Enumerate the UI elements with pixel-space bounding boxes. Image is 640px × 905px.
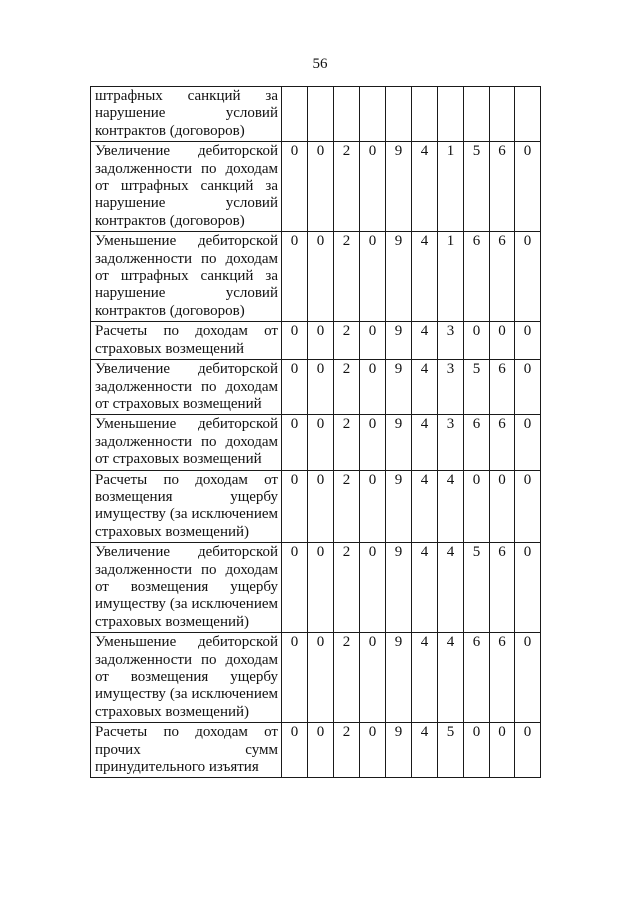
code-digit-cell [490, 87, 515, 142]
row-label: Увеличение дебиторской задолженности по доходам от страховых возмещений [91, 360, 282, 415]
page-number: 56 [312, 56, 328, 72]
code-digit-cell: 6 [490, 543, 515, 633]
code-digit-cell: 0 [282, 360, 308, 415]
code-digit-cell [282, 87, 308, 142]
code-digit-cell: 2 [334, 633, 360, 723]
code-digit-cell: 6 [490, 633, 515, 723]
code-digit-cell: 2 [334, 543, 360, 633]
code-digit-cell: 0 [515, 360, 541, 415]
code-digit-cell: 6 [490, 415, 515, 470]
code-digit-cell: 0 [490, 723, 515, 778]
code-digit-cell: 2 [334, 142, 360, 232]
code-digit-cell: 2 [334, 415, 360, 470]
code-digit-cell: 0 [308, 470, 334, 543]
code-digit-cell: 0 [308, 415, 334, 470]
code-digit-cell: 0 [308, 142, 334, 232]
table-row [91, 232, 541, 322]
row-label: Расчеты по доходам от страховых возмещений [91, 322, 282, 360]
code-digit-cell: 0 [515, 543, 541, 633]
code-digit-cell: 3 [438, 415, 464, 470]
table-row [91, 633, 541, 723]
code-digit-cell: 0 [282, 142, 308, 232]
code-digit-cell: 0 [308, 360, 334, 415]
code-digit-cell: 9 [386, 142, 412, 232]
table-row [91, 87, 541, 142]
code-digit-cell: 0 [282, 633, 308, 723]
code-digit-cell: 0 [360, 633, 386, 723]
code-digit-cell: 6 [490, 360, 515, 415]
table-row [91, 142, 541, 232]
code-digit-cell: 4 [412, 470, 438, 543]
code-digit-cell: 0 [282, 415, 308, 470]
code-digit-cell: 0 [515, 415, 541, 470]
code-digit-cell: 0 [360, 470, 386, 543]
table-row [91, 415, 541, 470]
code-digit-cell: 9 [386, 360, 412, 415]
table-row [91, 723, 541, 778]
code-digit-cell [334, 87, 360, 142]
code-digit-cell: 0 [464, 322, 490, 360]
code-digit-cell: 0 [360, 142, 386, 232]
code-digit-cell: 2 [334, 470, 360, 543]
code-digit-cell: 6 [464, 232, 490, 322]
table-body [91, 87, 541, 778]
code-digit-cell [515, 87, 541, 142]
code-digit-cell: 6 [464, 415, 490, 470]
code-digit-cell: 5 [438, 723, 464, 778]
code-digit-cell: 0 [360, 360, 386, 415]
code-digit-cell: 0 [515, 322, 541, 360]
table-row [91, 543, 541, 633]
code-digit-cell: 1 [438, 232, 464, 322]
code-digit-cell: 0 [282, 723, 308, 778]
code-digit-cell [386, 87, 412, 142]
code-digit-cell: 0 [515, 232, 541, 322]
code-digit-cell [412, 87, 438, 142]
row-label: Увеличение дебиторской задолженности по доходам от штрафных санкций за нарушение условий контрактов (договоров) [91, 142, 282, 232]
code-digit-cell: 6 [464, 633, 490, 723]
code-digit-cell: 9 [386, 543, 412, 633]
code-digit-cell: 9 [386, 322, 412, 360]
table-row [91, 470, 541, 543]
code-digit-cell: 0 [282, 543, 308, 633]
code-digit-cell: 9 [386, 415, 412, 470]
row-label: Расчеты по доходам от возмещения ущербу имуществу (за исключением страховых возмещений) [91, 470, 282, 543]
code-digit-cell: 9 [386, 723, 412, 778]
code-digit-cell: 0 [464, 723, 490, 778]
code-digit-cell: 3 [438, 322, 464, 360]
code-digit-cell: 2 [334, 322, 360, 360]
code-digit-cell: 9 [386, 232, 412, 322]
code-digit-cell: 0 [515, 723, 541, 778]
code-digit-cell: 0 [360, 322, 386, 360]
code-digit-cell: 3 [438, 360, 464, 415]
code-digit-cell: 0 [282, 470, 308, 543]
row-label: Уменьшение дебиторской задолженности по доходам от возмещения ущербу имуществу (за исключением страховых возмещений) [91, 633, 282, 723]
code-digit-cell: 4 [412, 723, 438, 778]
code-digit-cell: 2 [334, 232, 360, 322]
row-label: Увеличение дебиторской задолженности по доходам от возмещения ущербу имуществу (за исключением страховых возмещений) [91, 543, 282, 633]
row-label: Уменьшение дебиторской задолженности по доходам от штрафных санкций за нарушение условий контрактов (договоров) [91, 232, 282, 322]
code-digit-cell: 0 [490, 470, 515, 543]
code-digit-cell [360, 87, 386, 142]
code-digit-cell: 4 [438, 543, 464, 633]
row-label: Уменьшение дебиторской задолженности по доходам от страховых возмещений [91, 415, 282, 470]
code-digit-cell: 5 [464, 543, 490, 633]
code-digit-cell: 0 [360, 232, 386, 322]
code-digit-cell: 5 [464, 360, 490, 415]
code-digit-cell: 0 [515, 142, 541, 232]
account-codes-table [90, 86, 541, 778]
code-digit-cell: 0 [360, 543, 386, 633]
code-digit-cell: 0 [515, 633, 541, 723]
code-digit-cell: 9 [386, 470, 412, 543]
table-row [91, 360, 541, 415]
code-digit-cell: 0 [490, 322, 515, 360]
row-label: Расчеты по доходам от прочих сумм принудительного изъятия [91, 723, 282, 778]
code-digit-cell: 6 [490, 142, 515, 232]
code-digit-cell: 4 [412, 415, 438, 470]
code-digit-cell: 4 [438, 633, 464, 723]
code-digit-cell: 4 [412, 543, 438, 633]
code-digit-cell: 4 [412, 232, 438, 322]
code-digit-cell: 6 [490, 232, 515, 322]
code-digit-cell: 5 [464, 142, 490, 232]
code-digit-cell: 4 [412, 360, 438, 415]
code-digit-cell: 0 [308, 543, 334, 633]
code-digit-cell: 4 [438, 470, 464, 543]
code-digit-cell: 4 [412, 322, 438, 360]
code-digit-cell: 0 [308, 322, 334, 360]
code-digit-cell: 2 [334, 723, 360, 778]
code-digit-cell: 0 [308, 723, 334, 778]
code-digit-cell: 0 [308, 633, 334, 723]
code-digit-cell: 4 [412, 633, 438, 723]
code-digit-cell: 0 [464, 470, 490, 543]
code-digit-cell [308, 87, 334, 142]
table-row [91, 322, 541, 360]
row-label: штрафных санкций за нарушение условий контрактов (договоров) [91, 87, 282, 142]
code-digit-cell: 2 [334, 360, 360, 415]
code-digit-cell: 0 [308, 232, 334, 322]
code-digit-cell [464, 87, 490, 142]
code-digit-cell: 0 [360, 415, 386, 470]
code-digit-cell: 4 [412, 142, 438, 232]
code-digit-cell: 1 [438, 142, 464, 232]
code-digit-cell: 0 [282, 322, 308, 360]
code-digit-cell [438, 87, 464, 142]
code-digit-cell: 0 [515, 470, 541, 543]
code-digit-cell: 9 [386, 633, 412, 723]
code-digit-cell: 0 [360, 723, 386, 778]
code-digit-cell: 0 [282, 232, 308, 322]
